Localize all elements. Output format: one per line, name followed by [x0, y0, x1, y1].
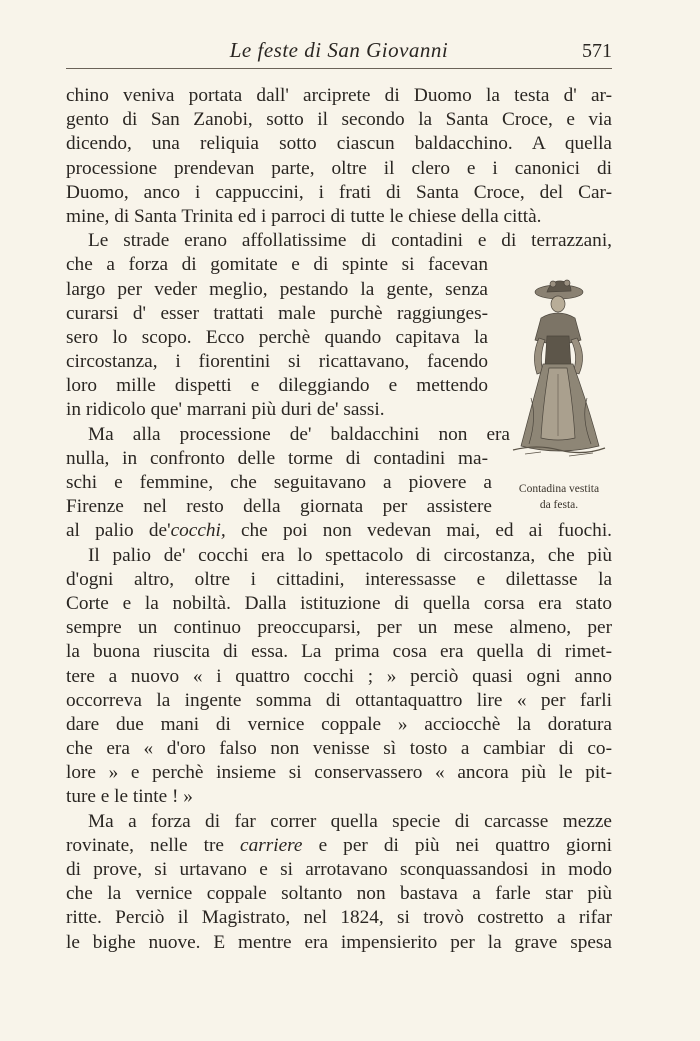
text-line: Duomo, anco i cappuccini, i frati di Santa Croce, del Car- — [66, 181, 612, 203]
text-line: loro mille dispetti e dileggiando e mettendo — [66, 375, 488, 397]
text-line: ritte. Perciò il Magistrato, nel 1824, si trovò costretto a rifar — [66, 907, 612, 929]
text-segment: rovinate, nelle tre — [66, 834, 224, 856]
body-text — [66, 84, 612, 955]
text-line: che la vernice coppale soltanto non bastava a farle star più — [66, 883, 612, 905]
text-line: d'ogni altro, oltre i cittadini, interessasse e dilettasse la — [66, 568, 612, 590]
text-line: Il palio de' cocchi era lo spettacolo di circostanza, che più — [88, 544, 612, 566]
text-line: la buona riuscita di essa. La prima cosa era quella di rimet- — [66, 641, 612, 663]
text-line: Ma alla processione de' baldacchini non era — [88, 423, 510, 445]
text-line: Ma a forza di far correr quella specie di carcasse mezze — [88, 810, 612, 832]
text-line — [66, 519, 612, 543]
page-header — [66, 34, 612, 69]
page-number: 571 — [582, 40, 612, 62]
running-title: Le feste di San Giovanni — [229, 38, 449, 62]
text-line: in ridicolo que' marrani più duri de' sassi. — [66, 399, 385, 421]
text-line: che a forza di gomitate e di spinte si facevan — [66, 254, 488, 276]
text-line: dicendo, una reliquia sotto ciascun baldacchino. A quella — [66, 133, 612, 155]
text-line: occorreva la ingente somma di ottantaquattro lire « per farli — [66, 689, 612, 711]
text-line: gento di San Zanobi, sotto il secondo la Santa Croce, e via — [66, 109, 612, 131]
text-line: sero lo scopo. Ecco perchè quando capitava la — [66, 326, 488, 348]
text-line: Firenze nel resto della giornata per assistere — [66, 496, 492, 518]
italic-term: carriere — [240, 834, 303, 856]
text-line: che era « d'oro falso non venisse sì tosto a cambiar di co- — [66, 738, 612, 760]
text-line: largo per veder meglio, pestando la gente, senza — [66, 278, 488, 300]
italic-term: cocchi, — [170, 520, 226, 542]
figure-caption-line2: da festa. — [539, 499, 579, 511]
text-line: dare due mani di vernice coppale » acciocchè la doratura — [66, 713, 612, 735]
text-line: tere a nuovo « i quattro cocchi ; » perciò quasi ogni anno — [66, 665, 612, 687]
text-segment: al palio de' — [66, 520, 171, 542]
text-line: chino veniva portata dall' arciprete di Duomo la testa d' ar- — [66, 85, 612, 106]
peasant-woman-illustration — [507, 278, 611, 463]
text-line: circostanza, i fiorentini si ricattavano, facendo — [66, 351, 488, 373]
text-line: Corte e la nobiltà. Dalla istituzione di quella corsa era stato — [66, 592, 612, 614]
text-line: nulla, in confronto delle torme di contadini ma- — [66, 447, 488, 469]
illustration-figure — [500, 278, 618, 518]
text-segment: che poi non vedevan mai, ed ai fuochi. — [240, 520, 612, 542]
text-line — [66, 834, 612, 858]
text-line: lore » e perchè insieme si conservassero « ancora più le pit- — [66, 762, 612, 784]
text-line: ture e le tinte ! » — [66, 786, 193, 808]
text-line: sempre un continuo preoccuparsi, per un mese almeno, per — [66, 617, 612, 639]
text-line: le bighe nuove. E mentre era impensierito per la grave spesa — [66, 931, 612, 953]
text-line: Le strade erano affollatissime di contadini e di terrazzani, — [88, 230, 612, 252]
text-line: processione prendevan parte, oltre il clero e i canonici di — [66, 157, 612, 179]
text-line: curarsi d' esser trattati male purchè raggiunges- — [66, 302, 488, 324]
text-line: schi e femmine, che seguitavano a piovere a — [66, 472, 492, 493]
text-line: di prove, si urtavano e si arrotavano sconquassandosi in modo — [66, 859, 612, 880]
text-segment: e per di più nei quattro giorni — [318, 834, 612, 856]
text-line: mine, di Santa Trinita ed i parroci di tutte le chiese della città. — [66, 205, 542, 227]
figure-caption-line1: Contadina vestita — [518, 483, 600, 495]
